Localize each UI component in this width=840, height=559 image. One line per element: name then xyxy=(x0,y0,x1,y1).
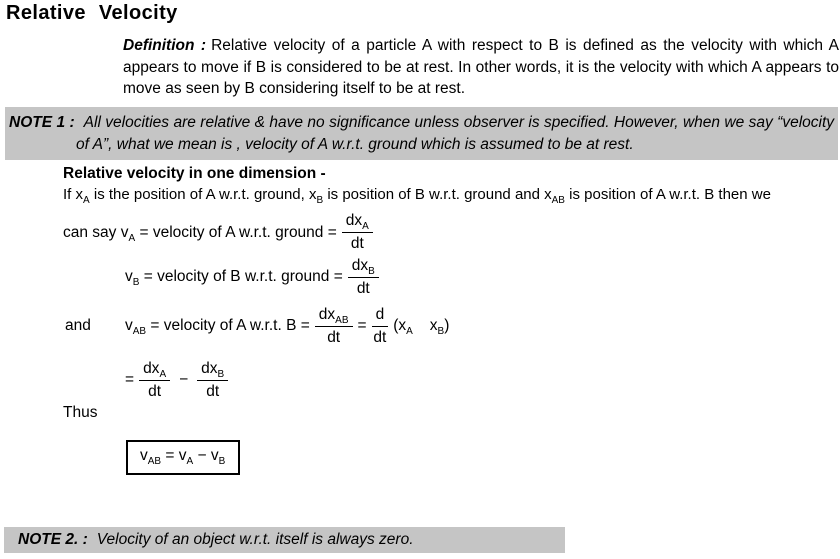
boxed-minus-v: − v xyxy=(193,447,219,464)
minus-sign: − xyxy=(179,371,189,388)
fraction-dxa-dt xyxy=(139,360,170,401)
equation-vab xyxy=(65,302,449,350)
note1-bar xyxy=(5,107,838,160)
subscript-a: A xyxy=(159,368,167,380)
fraction-d-dt xyxy=(372,306,389,347)
subscript-a: A xyxy=(83,195,90,206)
fraction-denominator: dt xyxy=(373,328,387,346)
fraction-numerator xyxy=(139,360,170,381)
equation-va xyxy=(63,209,378,256)
equation-vb xyxy=(125,255,384,299)
fraction-numerator xyxy=(315,306,353,327)
fraction-dxa-dt xyxy=(342,212,373,253)
equals-sign: = xyxy=(125,371,135,388)
equation-va-text xyxy=(63,224,337,242)
close-paren: ) xyxy=(444,317,450,334)
numerator-text: dx xyxy=(143,359,160,377)
numerator-text: dx xyxy=(351,256,369,274)
subscript-b: B xyxy=(316,195,324,206)
note2-label: NOTE 2. : xyxy=(18,531,88,548)
and-word: and xyxy=(65,317,91,334)
subscript-ab: AB xyxy=(132,326,147,338)
numerator-text: dx xyxy=(318,305,336,323)
fraction-denominator: dt xyxy=(356,279,370,297)
fraction-denominator: dt xyxy=(206,382,220,400)
subscript-b: B xyxy=(132,277,140,289)
intro-text-4: is position of A w.r.t. B then we xyxy=(564,186,771,203)
intro-text-1: If x xyxy=(63,186,84,203)
paren-expression xyxy=(393,317,450,338)
fraction-dxb-dt xyxy=(348,257,379,298)
eq-vab-lead: v xyxy=(125,317,133,334)
intro-text-3: is position of B w.r.t. ground and x xyxy=(323,186,552,203)
note1-label: NOTE 1 : xyxy=(9,114,75,131)
boxed-v: v xyxy=(140,447,148,464)
definition-text: Relative velocity of a particle A with respect to B is defined as the velocity with which A appears to move if B is considered to be at rest. In other words, it is the velocity with which A appears to move as seen by B considering itself to be at rest. xyxy=(123,37,840,97)
fraction-denominator: dt xyxy=(148,382,162,400)
fraction-numerator xyxy=(342,212,373,233)
subscript-ab: AB xyxy=(147,456,162,468)
fraction-numerator xyxy=(372,306,389,327)
x-term: x xyxy=(429,317,438,334)
boxed-result-equation xyxy=(126,440,240,475)
equals-sign: = xyxy=(357,317,367,334)
eq-va-mid: = velocity of A w.r.t. ground = xyxy=(135,223,337,241)
fraction-denominator: dt xyxy=(327,328,341,346)
open-paren-x: (x xyxy=(393,317,407,334)
fraction-numerator xyxy=(348,257,379,278)
eq-vb-lead: v xyxy=(125,268,133,285)
boxed-equals-v: = v xyxy=(161,447,187,464)
subscript-ab: AB xyxy=(551,195,565,206)
subscript-a: A xyxy=(406,326,413,338)
numerator-text: dx xyxy=(201,359,218,377)
intro-text-2: is the position of A w.r.t. ground, x xyxy=(89,186,317,203)
subscript-b: B xyxy=(218,456,226,468)
subscript-b: B xyxy=(437,326,445,338)
note1-text: All velocities are relative & have no significance unless observer is specified. However, when we say “velocity of A”, what we mean is , velocity of A w.r.t. ground which is assumed to be at rest. xyxy=(76,114,835,153)
fraction-dxb-dt xyxy=(197,360,228,401)
equation-difference xyxy=(125,357,233,403)
note2-paragraph xyxy=(4,527,565,553)
fraction-dxab-dt xyxy=(315,306,353,347)
eq-vb-mid: = velocity of B w.r.t. ground = xyxy=(139,268,343,285)
note2-text: Velocity of an object w.r.t. itself is always zero. xyxy=(96,531,414,548)
fraction-numerator xyxy=(197,360,228,381)
subscript-ab: AB xyxy=(335,314,349,326)
eq-va-lead: can say v xyxy=(63,223,129,241)
definition-label: Definition : xyxy=(123,37,207,54)
numerator-text: d xyxy=(375,305,385,323)
numerator-text: dx xyxy=(345,212,363,230)
subscript-a: A xyxy=(128,232,136,244)
eq-vab-mid: = velocity of A w.r.t. B = xyxy=(146,317,310,334)
fraction-denominator: dt xyxy=(350,235,364,252)
intro-line xyxy=(63,186,771,206)
section-heading: Relative velocity in one dimension - xyxy=(63,165,326,182)
subscript-b: B xyxy=(368,265,375,277)
subscript-a: A xyxy=(186,456,194,468)
thus-word: Thus xyxy=(63,404,98,421)
note1-paragraph xyxy=(5,107,838,156)
note2-bar xyxy=(4,527,565,553)
equation-vab-text xyxy=(125,317,310,338)
equation-vb-text xyxy=(125,268,343,289)
definition-paragraph xyxy=(123,35,839,100)
subscript-a: A xyxy=(362,221,369,233)
subscript-b: B xyxy=(217,368,225,380)
page-title: Relative Velocity xyxy=(6,2,178,24)
